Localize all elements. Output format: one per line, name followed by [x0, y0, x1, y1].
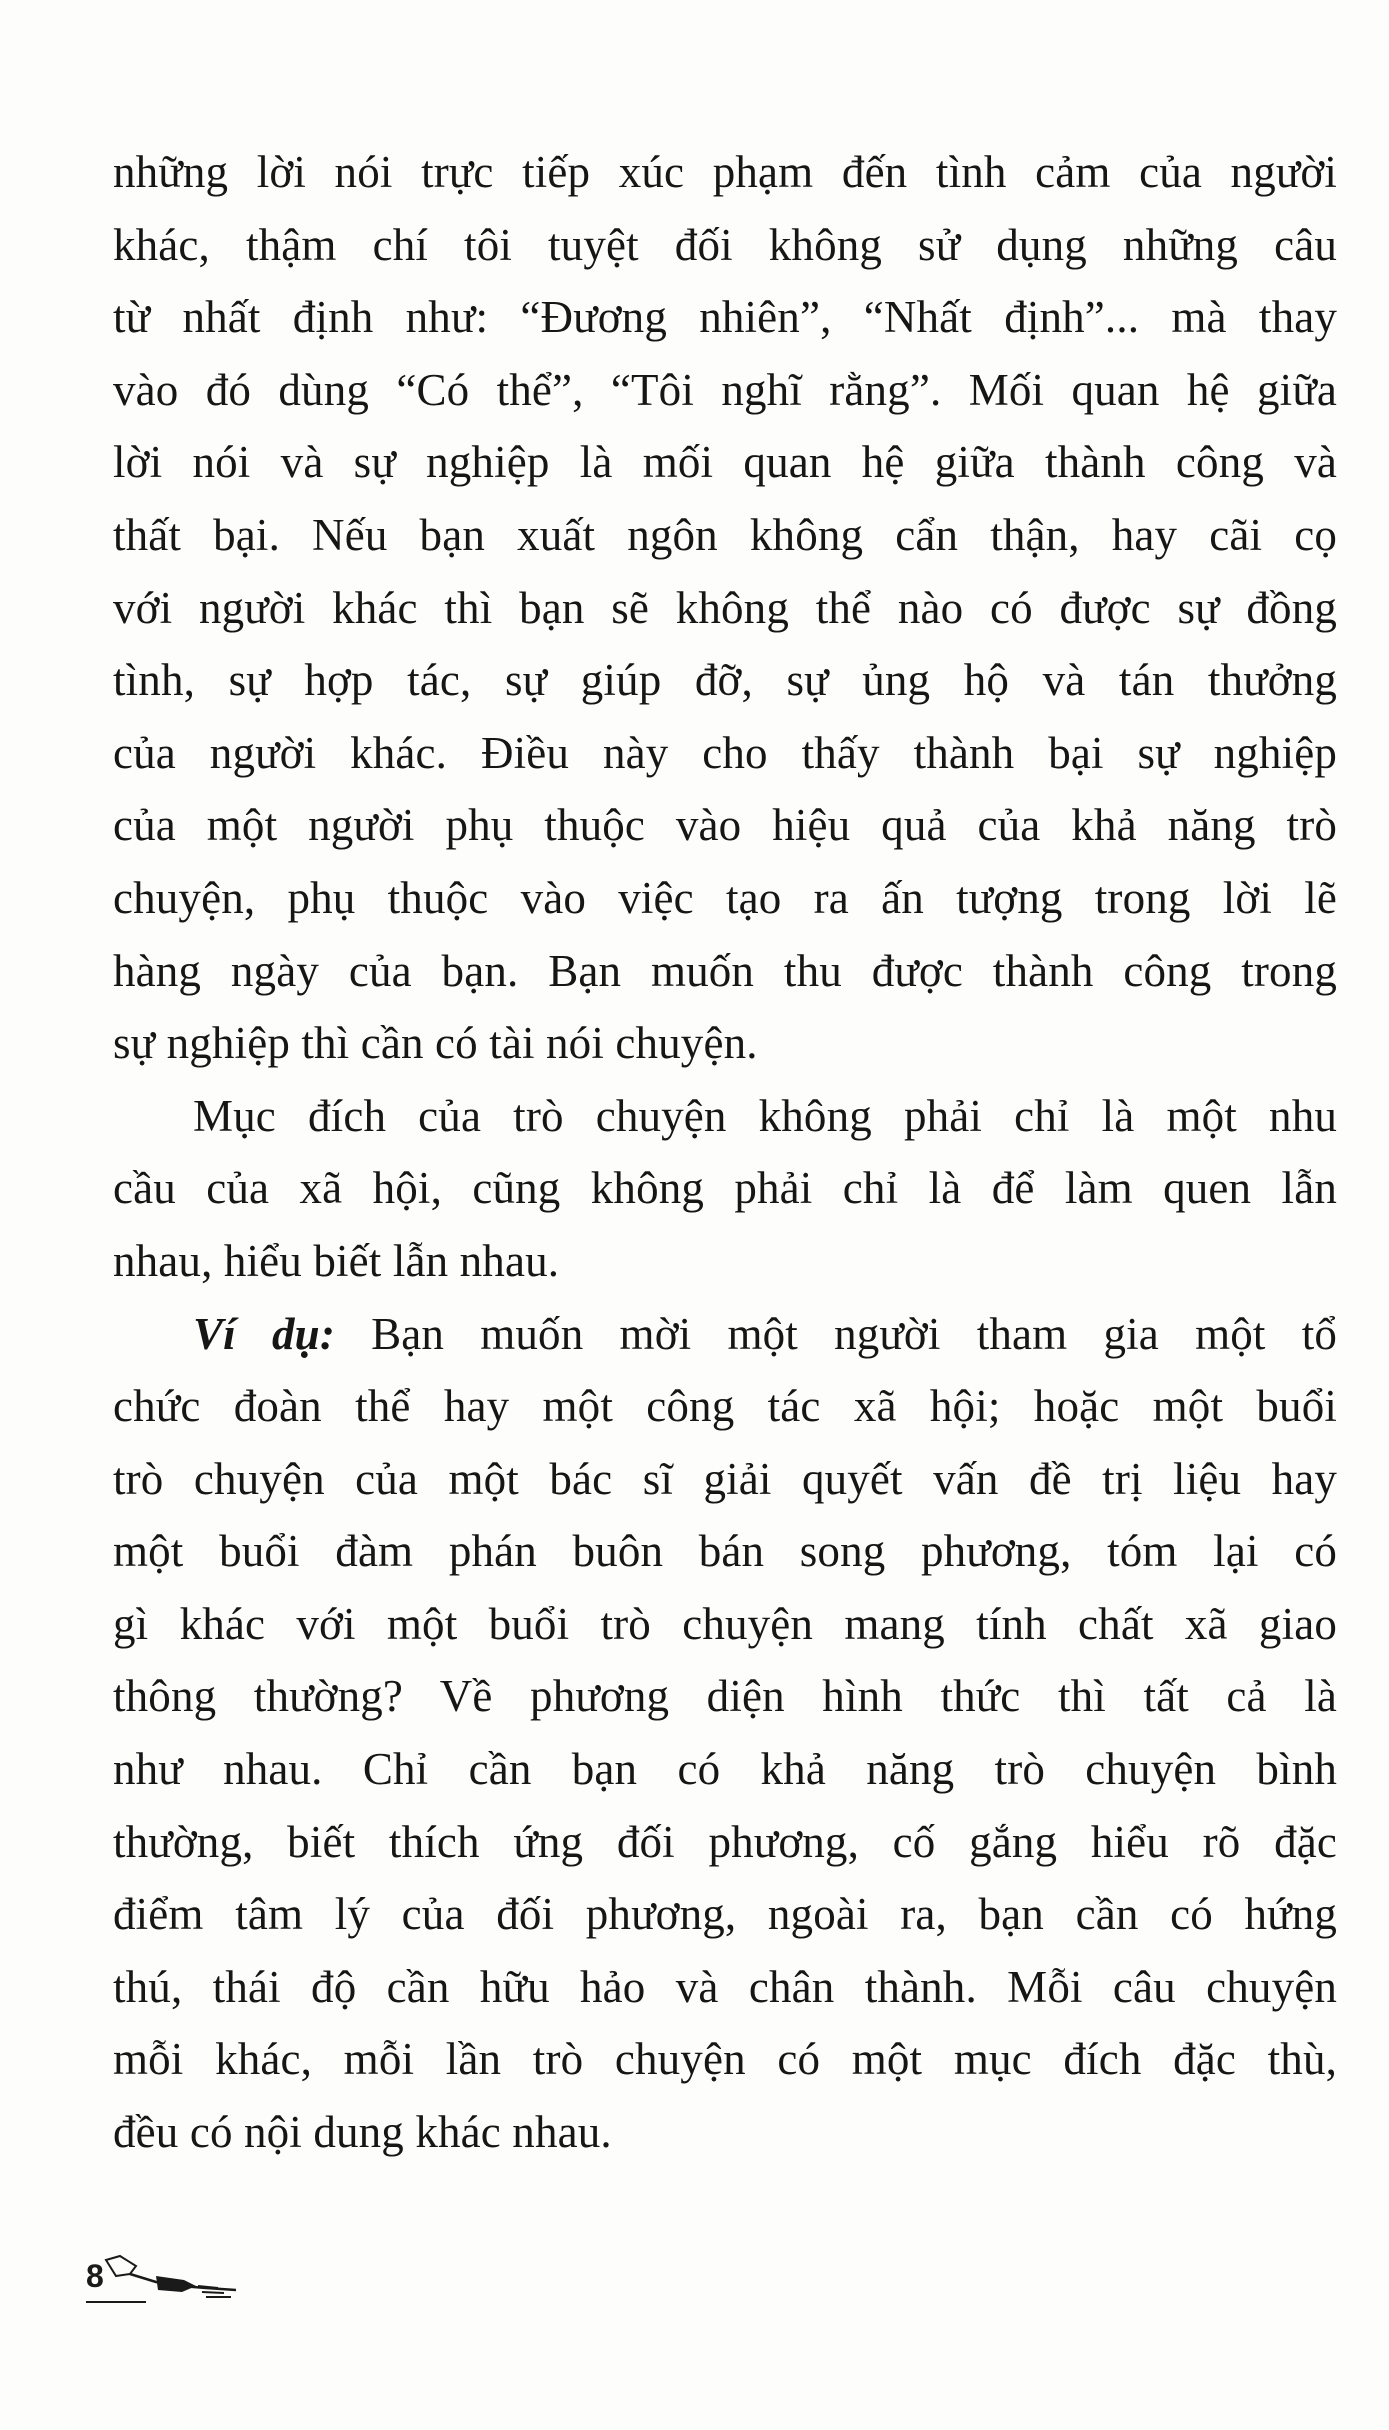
text-line: gì khác với một buổi trò chuyện mang tính chất xã giao [113, 1598, 1337, 1649]
text-line: thường, biết thích ứng đối phương, cố gắng hiểu rõ đặc [113, 1816, 1337, 1867]
text-line: của một người phụ thuộc vào hiệu quả của khả năng trò [113, 800, 1337, 851]
body-text [113, 136, 1337, 2169]
text-line: tình, sự hợp tác, sự giúp đỡ, sự ủng hộ và tán thưởng [113, 655, 1337, 706]
text-line: hàng ngày của bạn. Bạn muốn thu được thành công trong [113, 945, 1337, 996]
text-line [113, 1298, 1337, 1371]
example-lead: Ví dụ: [193, 1308, 335, 1359]
text-line: thất bại. Nếu bạn xuất ngôn không cẩn thận, hay cãi cọ [113, 509, 1337, 560]
text-line: với người khác thì bạn sẽ không thể nào có được sự đồng [113, 582, 1337, 633]
quill-pen-ornament-icon [86, 2252, 246, 2312]
text-line: Mục đích của trò chuyện không phải chỉ là một nhu [193, 1090, 1337, 1141]
text-line: từ nhất định như: “Đương nhiên”, “Nhất định”... mà thay [113, 292, 1337, 343]
text-line: khác, thậm chí tôi tuyệt đối không sử dụng những câu [113, 219, 1337, 270]
text-line: như nhau. Chỉ cần bạn có khả năng trò chuyện bình [113, 1744, 1337, 1795]
paragraph-3 [113, 1298, 1337, 2169]
text-line-rest: Bạn muốn mời một người tham gia một tổ [334, 1308, 1338, 1359]
text-line: thú, thái độ cần hữu hảo và chân thành. Mỗi câu chuyện [113, 1961, 1337, 2012]
text-line: chuyện, phụ thuộc vào việc tạo ra ấn tượng trong lời lẽ [113, 872, 1337, 923]
text-line: những lời nói trực tiếp xúc phạm đến tình cảm của người [113, 147, 1337, 197]
text-line: cầu của xã hội, cũng không phải chỉ là để làm quen lẫn [113, 1163, 1337, 1214]
text-line: chức đoàn thể hay một công tác xã hội; hoặc một buổi [113, 1381, 1337, 1432]
text-line: điểm tâm lý của đối phương, ngoài ra, bạn cần có hứng [113, 1889, 1337, 1940]
text-line: một buổi đàm phán buôn bán song phương, tóm lại có [113, 1526, 1337, 1577]
text-line: trò chuyện của một bác sĩ giải quyết vấn đề trị liệu hay [113, 1453, 1337, 1504]
text-line: nhau, hiểu biết lẫn nhau. [113, 1235, 560, 1286]
paragraph-1 [113, 136, 1337, 1080]
text-line: thông thường? Về phương diện hình thức thì tất cả là [113, 1671, 1337, 1722]
text-line: sự nghiệp thì cần có tài nói chuyện. [113, 1018, 758, 1069]
text-line: vào đó dùng “Có thể”, “Tôi nghĩ rằng”. Mối quan hệ giữa [113, 364, 1337, 415]
text-line: đều có nội dung khác nhau. [113, 2107, 612, 2158]
page-footer [86, 2252, 246, 2312]
text-line: lời nói và sự nghiệp là mối quan hệ giữa thành công và [113, 437, 1337, 488]
paragraph-2 [113, 1080, 1337, 1298]
text-line: của người khác. Điều này cho thấy thành bại sự nghiệp [113, 727, 1337, 778]
text-line: mỗi khác, mỗi lần trò chuyện có một mục đích đặc thù, [113, 2034, 1337, 2085]
page-number: 8 [86, 2258, 104, 2294]
